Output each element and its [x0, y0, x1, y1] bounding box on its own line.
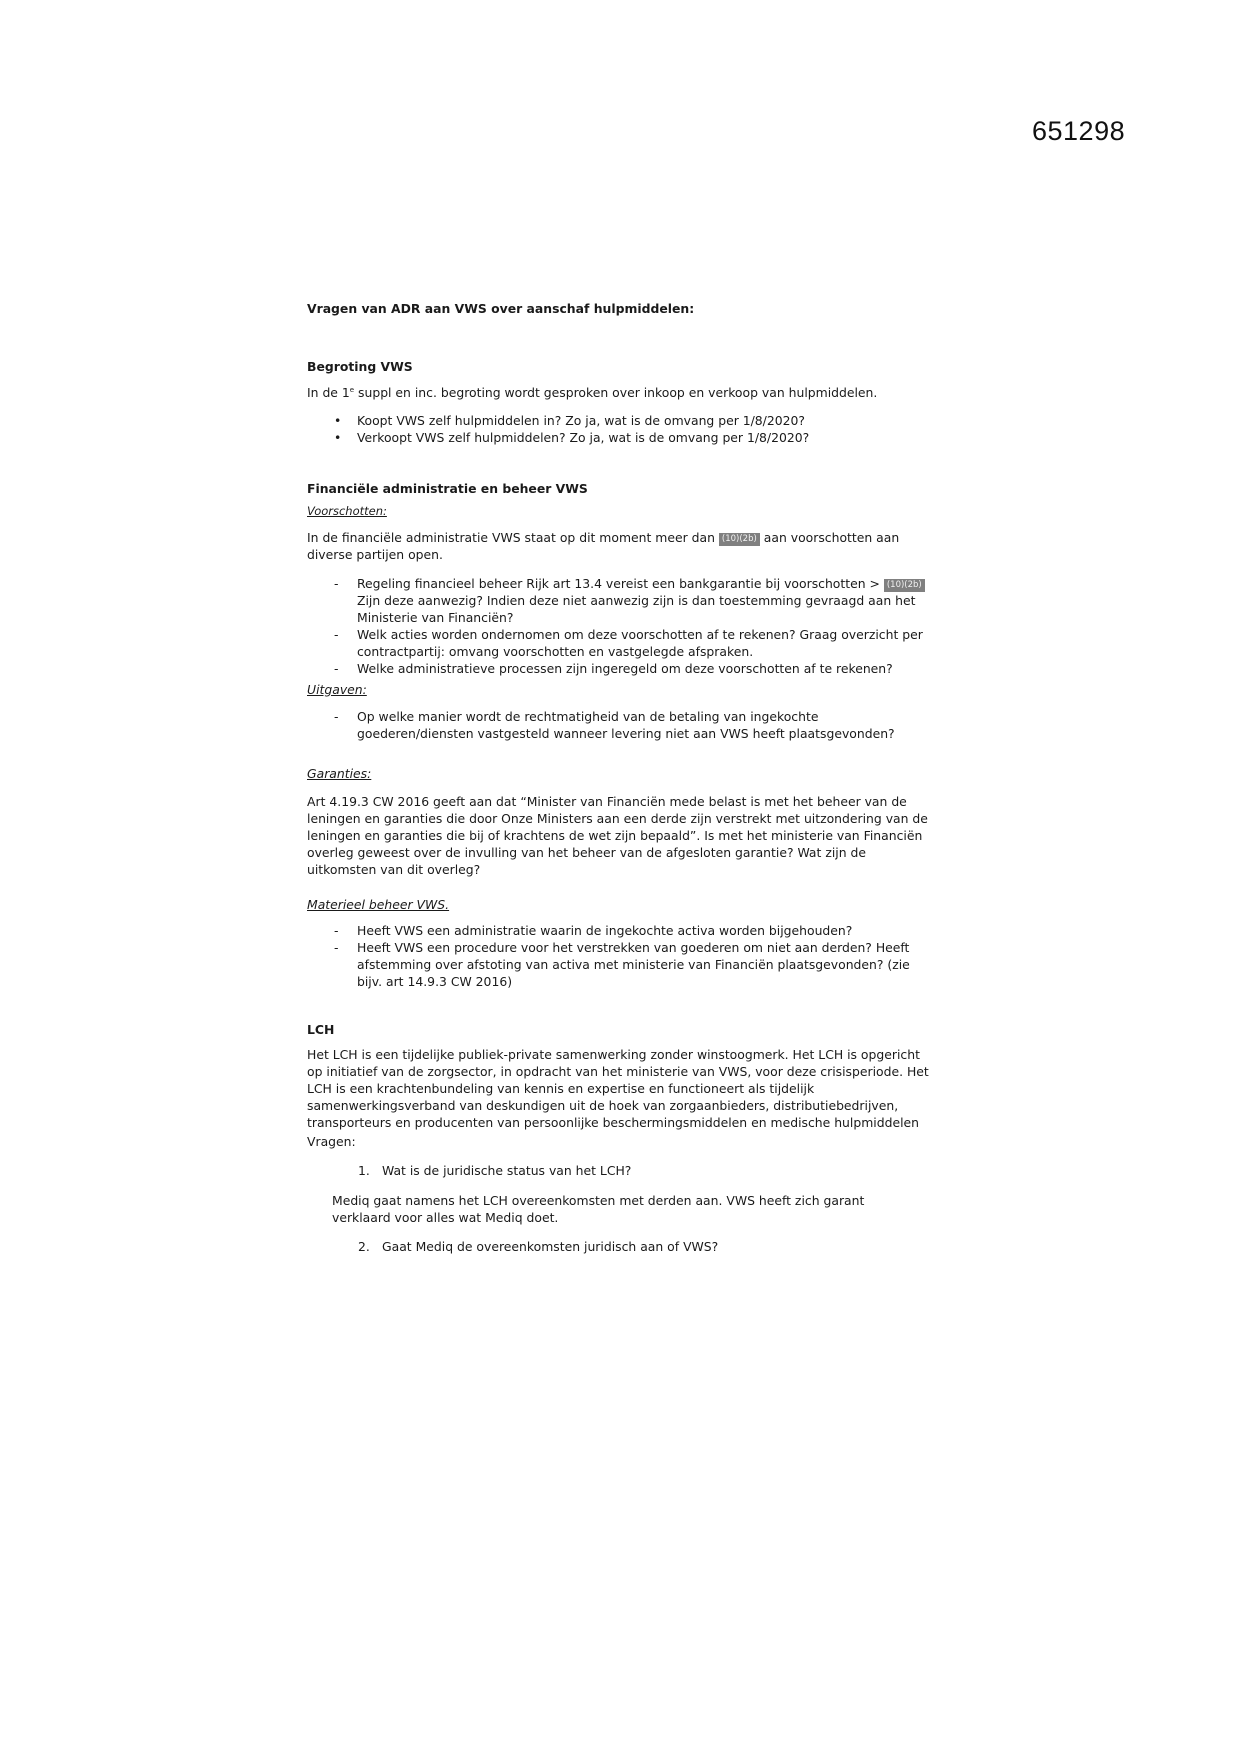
list-item: • Koopt VWS zelf hulpmiddelen in? Zo ja, wat is de omvang per 1/8/2020?	[307, 412, 937, 429]
mediq-text: Mediq gaat namens het LCH overeenkomsten met derden aan. VWS heeft zich garant verklaard voor alles wat Mediq doet.	[332, 1193, 865, 1225]
heading-begroting: Begroting VWS	[307, 359, 413, 374]
list-item: - Heeft VWS een administratie waarin de ingekochte activa worden bijgehouden?	[307, 922, 937, 939]
heading-financieel: Financiële administratie en beheer VWS	[307, 481, 588, 496]
question-text: Wat is de juridische status van het LCH?	[382, 1163, 632, 1178]
label-garanties: Garanties:	[307, 766, 372, 781]
question-number: 2.	[358, 1239, 370, 1254]
redaction-box: (10)(2b)	[719, 533, 760, 546]
begroting-bullet-list	[307, 412, 937, 446]
label-vragen: Vragen:	[307, 1134, 356, 1149]
label-uitgaven: Uitgaven:	[307, 682, 367, 697]
lch-question-list-1	[307, 1162, 937, 1179]
heading-lch: LCH	[307, 1022, 335, 1037]
list-item	[307, 575, 937, 626]
list-item: • Verkoopt VWS zelf hulpmiddelen? Zo ja, wat is de omvang per 1/8/2020?	[307, 429, 937, 446]
begroting-intro	[307, 384, 937, 401]
begroting-intro-sup: e	[349, 385, 355, 394]
document-number: 651298	[1032, 116, 1126, 146]
garanties-text: Art 4.19.3 CW 2016 geeft aan dat “Minister van Financiën mede belast is met het beheer van de leningen en garanties die door Onze Ministers aan een derde zijn verstrekt met uitzondering van de leningen en garanties die bij of krachtens de wet zijn bepaald”. Is met het ministerie van Financiën overleg geweest over de invulling van het beheer van de afgesloten garantie? Wat zijn de uitkomsten van dit overleg?	[307, 794, 928, 877]
voorschotten-text-before: In de financiële administratie VWS staat op dit moment meer dan	[307, 530, 715, 545]
list-item: - Welke administratieve processen zijn ingeregeld om deze voorschotten af te rekenen?	[307, 660, 937, 677]
materieel-dash-list	[307, 922, 937, 990]
begroting-intro-before: In de 1	[307, 385, 350, 400]
item1-before: Regeling financieel beheer Rijk art 13.4 vereist een bankgarantie bij voorschotten >	[357, 576, 880, 591]
question-number: 1.	[358, 1163, 370, 1178]
voorschotten-dash-list	[307, 575, 937, 677]
item1-after: Zijn deze aanwezig? Indien deze niet aanwezig zijn is dan toestemming gevraagd aan het Ministerie van Financiën?	[357, 593, 916, 625]
list-item	[307, 1162, 937, 1179]
redaction-box: (10)(2b)	[884, 579, 925, 592]
begroting-intro-after: suppl en inc. begroting wordt gesproken over inkoop en verkoop van hulpmiddelen.	[354, 385, 878, 400]
voorschotten-text-after: aan voorschotten aan diverse partijen open.	[307, 530, 900, 562]
label-voorschotten: Voorschotten:	[307, 504, 387, 518]
question-text: Gaat Mediq de overeenkomsten juridisch aan of VWS?	[382, 1239, 719, 1254]
list-item: - Welk acties worden ondernomen om deze voorschotten af te rekenen? Graag overzicht per contractpartij: omvang voorschotten en vastgelegde afspraken.	[307, 626, 937, 660]
uitgaven-dash-list	[307, 708, 937, 742]
list-item: - Heeft VWS een procedure voor het verstrekken van goederen om niet aan derden? Heeft afstemming over afstoting van activa met ministerie van Financiën plaatsgevonden? (zie bijv. art 14.9.3 CW 2016)	[307, 939, 937, 990]
list-item: - Op welke manier wordt de rechtmatigheid van de betaling van ingekochte goederen/diensten vastgesteld wanneer levering niet aan VWS heeft plaatsgevonden?	[307, 708, 937, 742]
label-materieel: Materieel beheer VWS.	[307, 897, 450, 912]
document-title: Vragen van ADR aan VWS over aanschaf hulpmiddelen:	[307, 301, 695, 316]
voorschotten-text	[307, 529, 937, 563]
lch-text: Het LCH is een tijdelijke publiek-private samenwerking zonder winstoogmerk. Het LCH is opgericht op initiatief van de zorgsector, in opdracht van het ministerie van VWS, voor deze crisisperiode. Het LCH is een krachtenbundeling van kennis en expertise en functioneert als tijdelijk samenwerkingsverband van deskundigen uit de hoek van zorgaanbieders, distributiebedrijven, transporteurs en producenten van persoonlijke beschermingsmiddelen en medische hulpmiddelen	[307, 1047, 929, 1130]
list-item	[307, 1238, 937, 1255]
lch-question-list-2	[307, 1238, 937, 1255]
